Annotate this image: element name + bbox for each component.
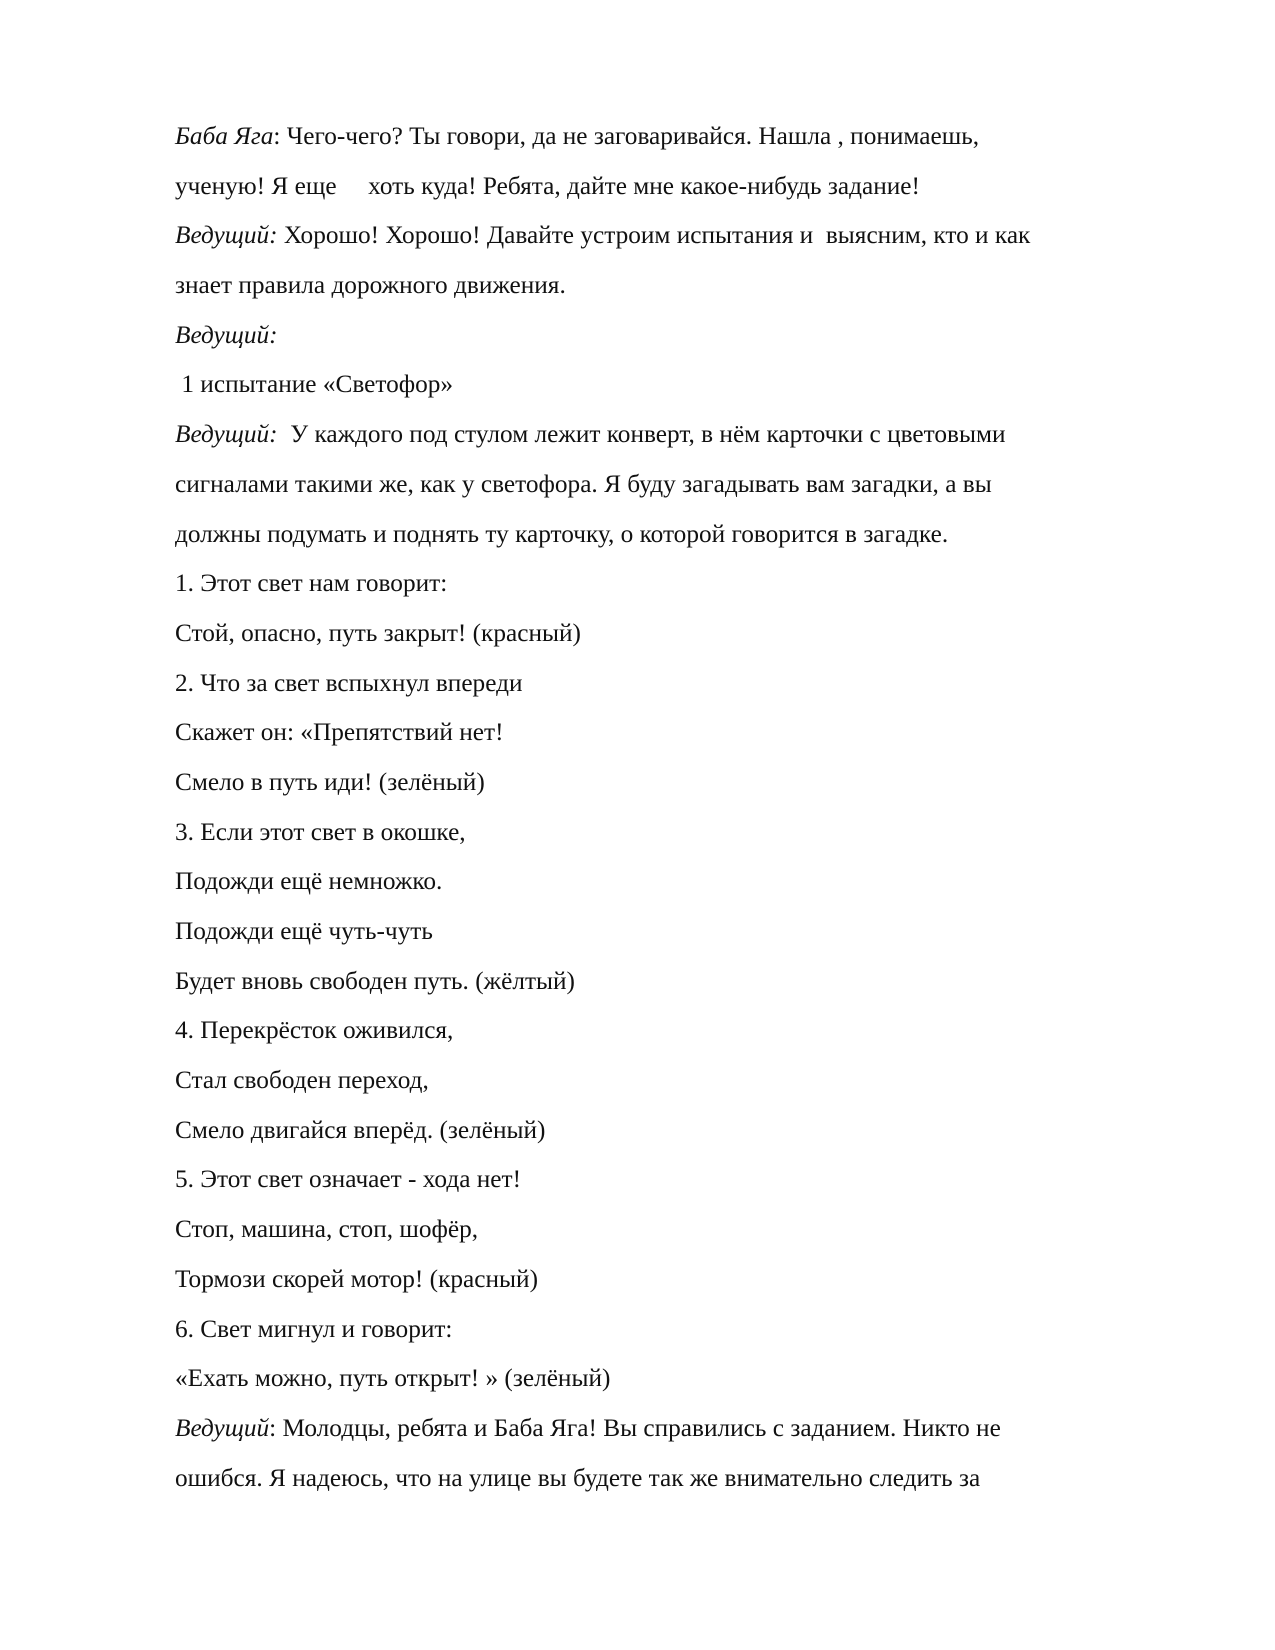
riddle-line	[175, 1354, 1175, 1404]
riddle-line	[175, 1106, 1175, 1156]
riddle-line	[175, 1255, 1175, 1305]
line-text: 4. Перекрёсток оживился,	[175, 1016, 454, 1045]
riddle-line	[175, 1006, 1175, 1056]
text-line	[175, 162, 1175, 212]
line-text: Хорошо! Хорошо! Давайте устроим испытания и выясним, кто и как	[277, 221, 1031, 250]
line-text: знает правила дорожного движения.	[175, 271, 566, 300]
riddle-line	[175, 808, 1175, 858]
line-text: Будет вновь свободен путь. (жёлтый)	[175, 966, 575, 995]
line-text: : Чего-чего? Ты говори, да не заговаривайся. Нашла , понимаешь,	[273, 122, 980, 150]
line-text: ученую! Я еще хоть куда! Ребята, дайте мне какое-нибудь задание!	[175, 171, 920, 200]
line-text: У каждого под стулом лежит конверт, в нём карточки с цветовыми	[277, 420, 1006, 449]
text-line	[175, 311, 1175, 361]
riddle-line	[175, 1205, 1175, 1255]
speaker-name: Баба Яга	[175, 122, 274, 150]
text-line	[175, 261, 1175, 311]
line-text: Подожди ещё чуть-чуть	[175, 917, 433, 945]
text-line	[175, 1454, 1175, 1504]
line-text: Тормози скорей мотор! (красный)	[175, 1264, 538, 1293]
text-line	[175, 211, 1175, 261]
speaker-name: Ведущий	[175, 1413, 270, 1442]
line-text: ошибся. Я надеюсь, что на улице вы будете так же внимательно следить за	[175, 1463, 981, 1492]
document-text	[175, 112, 1175, 1503]
riddle-line	[175, 1056, 1175, 1106]
text-line	[175, 1404, 1175, 1454]
line-text: Смело двигайся вперёд. (зелёный)	[175, 1115, 546, 1144]
line-text: 5. Этот свет означает - хода нет!	[175, 1165, 522, 1194]
section-heading	[175, 360, 1175, 410]
line-text: 2. Что за свет вспыхнул впереди	[175, 668, 523, 697]
text-line	[175, 112, 1175, 162]
line-text: : Молодцы, ребята и Баба Яга! Вы справились с заданием. Никто не	[269, 1413, 1001, 1442]
text-line	[175, 410, 1175, 460]
line-text: Стой, опасно, путь закрыт! (красный)	[175, 618, 581, 647]
riddle-line	[175, 559, 1175, 609]
riddle-line	[175, 1305, 1175, 1355]
line-text: 1. Этот свет нам говорит:	[175, 569, 448, 598]
line-text: Стоп, машина, стоп, шофёр,	[175, 1215, 479, 1244]
line-text: 3. Если этот свет в окошке,	[175, 817, 466, 846]
line-text: 6. Свет мигнул и говорит:	[175, 1314, 453, 1343]
riddle-line	[175, 659, 1175, 709]
riddle-line	[175, 1155, 1175, 1205]
riddle-line	[175, 708, 1175, 758]
speaker-name: Ведущий:	[175, 320, 278, 349]
text-line	[175, 510, 1175, 560]
line-text: сигналами такими же, как у светофора. Я буду загадывать вам загадки, а вы	[175, 469, 992, 498]
riddle-line	[175, 758, 1175, 808]
line-text: Скажет он: «Препятствий нет!	[175, 718, 504, 747]
line-text: должны подумать и поднять ту карточку, о которой говорится в загадке.	[175, 519, 949, 548]
line-text: Смело в путь иди! (зелёный)	[175, 767, 485, 796]
line-text: 1 испытание «Светофор»	[175, 370, 454, 399]
riddle-line	[175, 609, 1175, 659]
line-text: «Ехать можно, путь открыт! » (зелёный)	[175, 1364, 611, 1393]
speaker-name: Ведущий:	[175, 420, 278, 449]
line-text: Стал свободен переход,	[175, 1066, 429, 1095]
riddle-line	[175, 907, 1175, 957]
line-text: Подожди ещё немножко.	[175, 867, 443, 896]
text-line	[175, 460, 1175, 510]
riddle-line	[175, 957, 1175, 1007]
riddle-line	[175, 857, 1175, 907]
speaker-name: Ведущий:	[175, 221, 278, 250]
